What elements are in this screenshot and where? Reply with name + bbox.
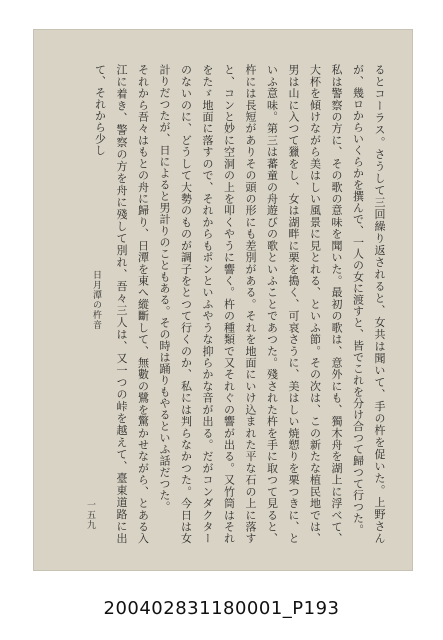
paragraph-3: それから吾々はもとの舟に歸り、日潭を東へ縱斷して、無數の鷺を驚かせながら、とある入江に着き、警察の方を舟に殘して別れ、吾々三人は、又一つの峠を越えて、臺東道路に出て、それから少し xyxy=(93,64,150,544)
running-header: 日月潭の杵音 xyxy=(91,270,101,330)
paragraph-1: るとコーラス。さうして三回繰り返されると、女共は聞いて、手の杵を促いた。上野さんが、幾ロからいくらかを撰んで、一人の女に渡すと、皆でこれを分け合つて歸つて行つた。 xyxy=(351,64,386,544)
page-number: 一五九 xyxy=(85,500,95,530)
book-page xyxy=(34,30,412,570)
paragraph-2: 私は警察の方に、その歌の意味を聞いた。最初の歌は、意外にも、獨木舟を湖上に浮べて、大杯を傾けながら美はしい風景に見とれる、といふ節。その次は、この新たな植民地では、男は山に入つて獵をし、女は湖畔に栗を搗く、可哀さうに、美はしい焼愬りを栗つきに、といふ意味。第三は蕃童の舟遊びの歌といふことであつた。殘された杵を手に取つて見ると、杵には長短がありその頭の形にも差別がある。それを地面にいけ込まれた平な石の上に落すと、コンと妙に空洞の上を叩くやうに響く。杵の種類で又それぐの響が出る。又竹筒はそれをたゞ地面に落すので、それからもポンといふやうな抑らかな音が出る。だがコンダクターのないのに、どうして大勢のものが調子をとつて行くのか、私には判らなかつた。今日は女計りだつたが、日によると男計りのこともある。その時は踊りもやるといふ話だつた。 xyxy=(158,64,343,544)
image-caption: 200402831180001_P193 xyxy=(103,598,340,619)
body-text xyxy=(60,64,390,544)
